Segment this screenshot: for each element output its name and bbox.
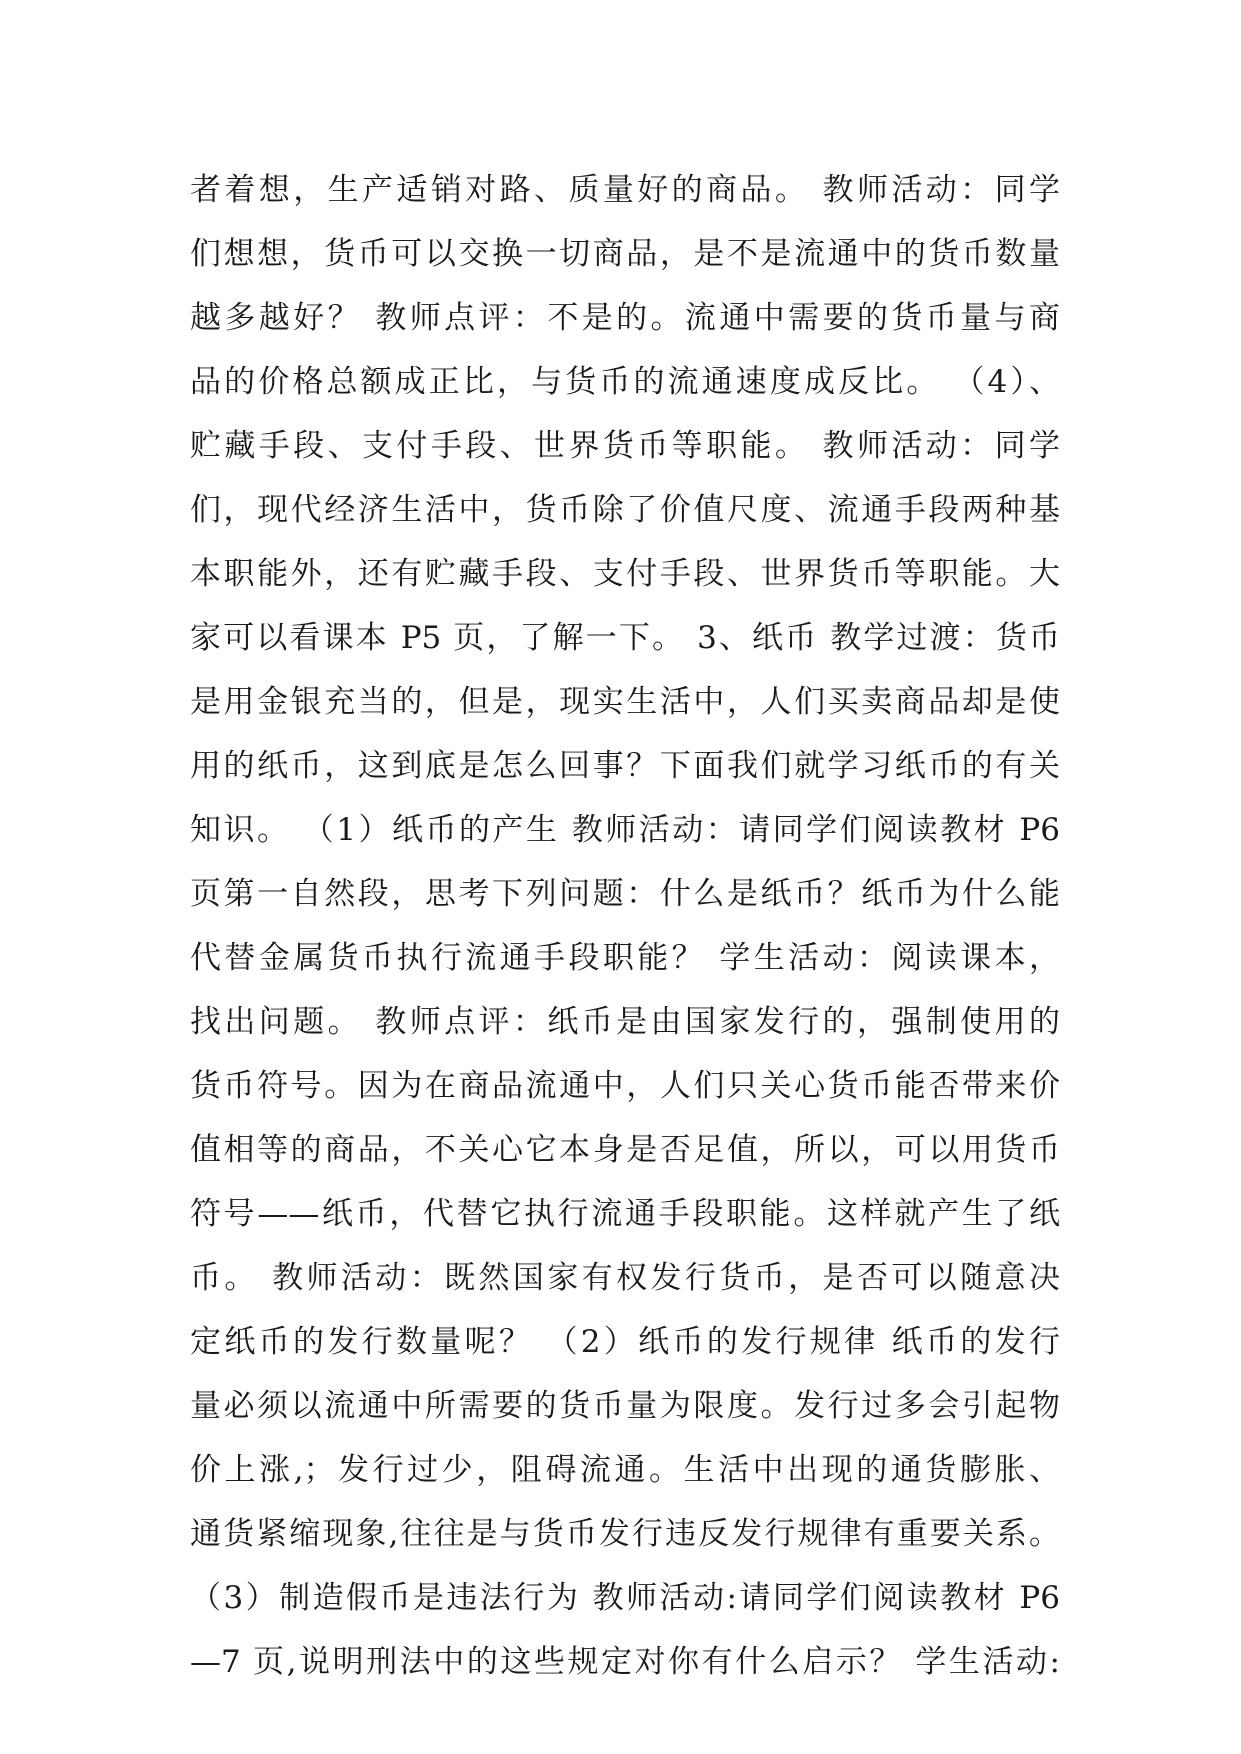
text-line: 符号——纸币，代替它执行流通手段职能。这样就产生了纸 bbox=[190, 1196, 1060, 1232]
text-line: 是用金银充当的，但是，现实生活中，人们买卖商品却是使 bbox=[190, 684, 1060, 720]
text-line: 知识。 （1）纸币的产生 教师活动：请同学们阅读教材 P6 bbox=[190, 812, 1060, 848]
text-line: 币。 教师活动：既然国家有权发行货币，是否可以随意决 bbox=[190, 1260, 1060, 1296]
text-line: 家可以看课本 P5 页，了解一下。 3、纸币 教学过渡：货币 bbox=[190, 620, 1060, 656]
text-line: 们，现代经济生活中，货币除了价值尺度、流通手段两种基 bbox=[190, 492, 1060, 528]
text-line: 页第一自然段，思考下列问题：什么是纸币？纸币为什么能 bbox=[190, 876, 1060, 912]
text-line: 用的纸币，这到底是怎么回事？下面我们就学习纸币的有关 bbox=[190, 748, 1060, 784]
text-line: 定纸币的发行数量呢？ （2）纸币的发行规律 纸币的发行 bbox=[190, 1324, 1060, 1360]
text-line: 越多越好？ 教师点评：不是的。流通中需要的货币量与商 bbox=[190, 300, 1060, 336]
text-line: （3）制造假币是违法行为 教师活动:请同学们阅读教材 P6 bbox=[190, 1580, 1060, 1616]
text-line: 量必须以流通中所需要的货币量为限度。发行过多会引起物 bbox=[190, 1388, 1060, 1424]
text-line: 找出问题。 教师点评：纸币是由国家发行的，强制使用的 bbox=[190, 1004, 1060, 1040]
text-line: 者着想，生产适销对路、质量好的商品。 教师活动：同学 bbox=[190, 172, 1060, 208]
text-line: 货币符号。因为在商品流通中，人们只关心货币能否带来价 bbox=[190, 1068, 1060, 1104]
text-line: 价上涨,；发行过少，阻碍流通。生活中出现的通货膨胀、 bbox=[190, 1452, 1060, 1488]
text-line: —7 页,说明刑法中的这些规定对你有什么启示？ 学生活动: bbox=[190, 1644, 1060, 1680]
body-text bbox=[190, 158, 1060, 1694]
text-line: 贮藏手段、支付手段、世界货币等职能。 教师活动：同学 bbox=[190, 428, 1060, 464]
text-line: 品的价格总额成正比，与货币的流通速度成反比。 （4）、 bbox=[190, 364, 1060, 400]
text-line: 代替金属货币执行流通手段职能？ 学生活动：阅读课本， bbox=[190, 940, 1060, 976]
text-line: 值相等的商品，不关心它本身是否足值，所以，可以用货币 bbox=[190, 1132, 1060, 1168]
text-line: 们想想，货币可以交换一切商品，是不是流通中的货币数量 bbox=[190, 236, 1060, 272]
text-line: 通货紧缩现象,往往是与货币发行违反发行规律有重要关系。 bbox=[190, 1516, 1060, 1552]
text-line: 本职能外，还有贮藏手段、支付手段、世界货币等职能。大 bbox=[190, 556, 1060, 592]
